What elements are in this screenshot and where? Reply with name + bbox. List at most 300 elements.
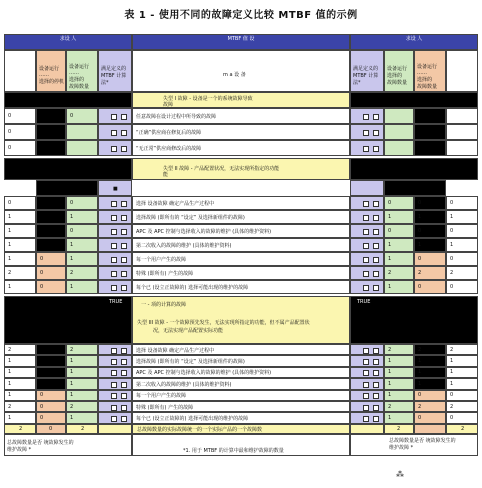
sec1-row-2-a-value: 0 [8, 145, 12, 151]
sec1-row-1-desc [132, 124, 350, 140]
sec3-row-6-d-checkbox2[interactable] [121, 416, 127, 422]
section3-label-cell [132, 296, 350, 344]
sec1-row-1-a [4, 124, 36, 140]
sec1-row-1-c [66, 124, 98, 140]
sec3-row-5-h-value: 2 [450, 403, 454, 410]
total-c-value: 2 [81, 426, 85, 432]
sec1-row-2-d-checkbox[interactable] [111, 146, 117, 152]
sec2-row-6-d [98, 280, 132, 294]
sec3-row-5-e-checkbox2[interactable] [373, 405, 379, 411]
total-d [98, 424, 132, 434]
sec2-row-3-c [66, 238, 98, 252]
header-right-group [350, 34, 478, 50]
sec1-row-2-f [384, 140, 414, 156]
sec2-row-3-desc [132, 238, 350, 252]
sec2-row-3-e [350, 238, 384, 252]
sec2-row-4-a [4, 252, 36, 266]
sec1-row-1-g [414, 124, 446, 140]
sec2-row-0-desc [132, 196, 350, 210]
sec2-row-4-c [66, 252, 98, 266]
sec3-row-5-c [66, 401, 98, 412]
section3-right-bar [350, 296, 478, 344]
sec2-row-1-e [350, 210, 384, 224]
sec3-row-3-h [446, 378, 478, 389]
sec3-row-0-f-value: 2 [388, 346, 392, 353]
total-a-value: 2 [19, 426, 23, 432]
sec3-row-3-h-value: 1 [450, 380, 454, 387]
sec2-row-0-c [66, 196, 98, 210]
sec3-row-1-d [98, 355, 132, 366]
sec2-row-2-g-value: 0 [418, 228, 422, 234]
sec1-row-0-d-checkbox[interactable] [111, 114, 117, 120]
sec3-row-3-f [384, 378, 414, 389]
sec1-row-2-d-checkbox2[interactable] [121, 146, 127, 152]
sec3-row-6-e-checkbox2[interactable] [373, 416, 379, 422]
header-col-d [98, 50, 132, 92]
sec2-row-3-d-checkbox2[interactable] [121, 243, 127, 249]
section1-label: 失型 I 故障 - 设备是一个的系统故障导致 [163, 96, 253, 102]
sec3-row-6-b [36, 412, 66, 423]
sec3-row-2-g-value: 1 [418, 369, 422, 376]
footer-left-label: 总故障数量是否 统故障发生的 维护故障 * [7, 440, 74, 453]
sec2-row-5-a [4, 266, 36, 280]
sec2-row-2-f [384, 224, 414, 238]
sec2-row-6-e-checkbox[interactable] [363, 285, 369, 291]
total-desc [132, 424, 350, 434]
sec2-row-6-g-value: 0 [418, 284, 422, 290]
sec2-row-4-f-value: 1 [388, 256, 392, 262]
sec3-row-5-a [4, 401, 36, 412]
section3-extra: 一 - 项的计算的故障 [141, 302, 186, 308]
sec3-row-2-a [4, 367, 36, 378]
sec3-row-1-e-checkbox2[interactable] [373, 359, 379, 365]
header-right-group-label: 求设 人 [405, 36, 423, 42]
sec2-row-6-a [4, 280, 36, 294]
sec2-row-3-f [384, 238, 414, 252]
sec2-row-3-d-checkbox[interactable] [111, 243, 117, 249]
sec3-row-4-d [98, 390, 132, 401]
sec2-row-5-d-checkbox[interactable] [111, 271, 117, 277]
sec3-row-4-d-checkbox2[interactable] [121, 393, 127, 399]
sec1-row-0-a [4, 108, 36, 124]
sec1-row-2-g [414, 140, 446, 156]
sec2-row-6-e-checkbox2[interactable] [373, 285, 379, 291]
sec2-row-4-d [98, 252, 132, 266]
sec2-row-1-a [4, 210, 36, 224]
sec3-row-2-h [446, 367, 478, 378]
sec3-row-0-desc [132, 344, 350, 355]
sec3-row-4-c-value: 1 [70, 392, 74, 399]
sec3-row-6-h-value: 0 [450, 415, 454, 422]
sec2-row-6-h-value: 0 [450, 284, 454, 290]
section1-sub: 故障 [163, 102, 174, 108]
sec3-row-5-d-checkbox2[interactable] [121, 405, 127, 411]
sec3-row-6-g [414, 412, 446, 423]
total-b [36, 424, 66, 434]
sec3-row-5-h [446, 401, 478, 412]
sec2-row-1-d-checkbox2[interactable] [121, 215, 127, 221]
sec3-row-4-f-value: 1 [388, 392, 392, 399]
sec3-row-1-g [414, 355, 446, 366]
sec2-row-0-e-checkbox[interactable] [363, 201, 369, 207]
sec2-row-3-a-value: 1 [8, 242, 12, 248]
sec2-row-0-c-value: 0 [70, 200, 74, 206]
sec2-row-1-c-value: 1 [70, 214, 74, 220]
sec3-row-2-e [350, 367, 384, 378]
sec3-row-3-e-checkbox[interactable] [363, 382, 369, 388]
header-col-g [414, 50, 446, 92]
sec2-row-2-e-checkbox2[interactable] [373, 229, 379, 235]
total-a [4, 424, 36, 434]
total-desc-label: 总故障数量的实际故障统一的一个实际产品的一个故障数 [137, 427, 263, 433]
sec2-row-1-a-value: 1 [8, 214, 12, 220]
sec1-row-1-desc-value: “正确”供应商在修复后的故障 [136, 130, 202, 136]
sec1-row-2-desc [132, 140, 350, 156]
sec2-row-1-c [66, 210, 98, 224]
section2-sub: 能 [163, 172, 169, 178]
sec3-row-6-a-value: 1 [8, 415, 12, 422]
sec2-row-6-c [66, 280, 98, 294]
sec1-row-0-e-checkbox2[interactable] [373, 114, 379, 120]
sec3-row-1-desc [132, 355, 350, 366]
sec3-row-0-e-checkbox2[interactable] [373, 348, 379, 354]
sec3-row-0-e-checkbox[interactable] [363, 348, 369, 354]
sec3-row-0-g [414, 344, 446, 355]
sec2-row-4-d-checkbox2[interactable] [121, 257, 127, 263]
header-col-e-label: 满足定义的 MTBF 计算 法* [353, 66, 379, 86]
sec2-row-2-d-checkbox2[interactable] [121, 229, 127, 235]
sec2-row-4-g-value: 0 [418, 256, 422, 262]
sec2-row-4-c-value: 1 [70, 256, 74, 262]
sec2-row-2-c-value: 0 [70, 228, 74, 234]
sec2-row-1-g-value: 1 [418, 214, 422, 220]
sec2-row-4-e [350, 252, 384, 266]
sec2-row-5-c-value: 2 [70, 270, 74, 276]
sec2-row-0-a-value: 0 [8, 200, 12, 206]
sec3-row-4-e-checkbox[interactable] [363, 393, 369, 399]
sec3-row-4-f [384, 390, 414, 401]
sec1-row-0-f [384, 108, 414, 124]
sec2-row-0-d [98, 196, 132, 210]
sec2-row-4-g [414, 252, 446, 266]
sec3-row-6-d-checkbox[interactable] [111, 416, 117, 422]
sec3-row-4-c [66, 390, 98, 401]
sec2-row-1-e-checkbox2[interactable] [373, 215, 379, 221]
sec3-row-0-b [36, 344, 66, 355]
sec2-row-4-f [384, 252, 414, 266]
sec2-row-5-c [66, 266, 98, 280]
sec3-row-6-d [98, 412, 132, 423]
sec2-row-0-g [414, 196, 446, 210]
sec3-row-0-a-value: 2 [8, 346, 12, 353]
sec2-row-3-desc-value: 第二次收入的故障的维护 (具体的维护资料) [136, 243, 232, 249]
sec2-row-5-g-value: 2 [418, 270, 422, 276]
sec3-row-4-a-value: 1 [8, 392, 12, 399]
sec2-row-2-d [98, 224, 132, 238]
sec2-row-6-f [384, 280, 414, 294]
sec2-row-0-g-value: 0 [418, 200, 422, 206]
sec2-row-4-e-checkbox[interactable] [363, 257, 369, 263]
header-mid-sub-label: m a 设 备 [223, 72, 246, 78]
sec2-row-3-a [4, 238, 36, 252]
header-col-c-label: 设备运行 …… 选择的 故障数量 [69, 64, 90, 90]
sec2-row-5-desc-value: 特殊 (即所有) 产生的故障 [136, 271, 194, 277]
sec3-row-0-h [446, 344, 478, 355]
sec2-row-6-h [446, 280, 478, 294]
sec1-row-0-h [446, 108, 478, 124]
sec3-row-1-f-value: 1 [388, 358, 392, 365]
section2-left-bar [4, 158, 132, 180]
sec3-row-0-d [98, 344, 132, 355]
sec3-row-0-c-value: 2 [70, 346, 74, 353]
sec3-row-2-d [98, 367, 132, 378]
sec2-row-6-g [414, 280, 446, 294]
header-col-d-label: 满足定义的 MTBF 计算 法* [101, 66, 127, 86]
footer-right [350, 434, 478, 456]
sec2-row-4-d-checkbox[interactable] [111, 257, 117, 263]
sec2-row-0-desc-value: 选择 设备故障 确定产品生产过程中 [136, 201, 215, 207]
sec1-row-2-h [446, 140, 478, 156]
sec2-row-5-f [384, 266, 414, 280]
sec1-row-1-e [350, 124, 384, 140]
sec1-row-2-e-checkbox2[interactable] [373, 146, 379, 152]
sec3-row-1-b [36, 355, 66, 366]
sec3-row-1-h [446, 355, 478, 366]
sec3-row-3-b [36, 378, 66, 389]
sec2-row-6-c-value: 1 [70, 284, 74, 290]
sec3-row-4-e-checkbox2[interactable] [373, 393, 379, 399]
sec2-row-1-e-checkbox[interactable] [363, 215, 369, 221]
sec3-row-3-d-checkbox[interactable] [111, 382, 117, 388]
sec1-row-1-d-checkbox[interactable] [111, 130, 117, 136]
sec2-row-3-d [98, 238, 132, 252]
total-c [66, 424, 98, 434]
header-col-a [4, 50, 36, 92]
sec3-row-1-a [4, 355, 36, 366]
sec2-row-1-d-checkbox[interactable] [111, 215, 117, 221]
sec2-row-2-e-checkbox[interactable] [363, 229, 369, 235]
sec2-row-0-a [4, 196, 36, 210]
section2-left-lav: ■ [98, 180, 132, 196]
sec3-row-2-f-value: 1 [388, 369, 392, 376]
total-g [414, 424, 446, 434]
sec2-row-2-d-checkbox[interactable] [111, 229, 117, 235]
sec3-row-6-a [4, 412, 36, 423]
total-b-value: 0 [49, 426, 53, 432]
sec2-row-4-desc [132, 252, 350, 266]
sec3-row-5-d-checkbox[interactable] [111, 405, 117, 411]
sec1-row-1-d-checkbox2[interactable] [121, 130, 127, 136]
sec2-row-6-b-value: 0 [40, 284, 44, 290]
sec2-row-1-desc [132, 210, 350, 224]
sec3-row-3-desc-value: 第二次收入的故障的维护 (具体的维护资料) [136, 381, 232, 388]
sec3-row-6-e-checkbox[interactable] [363, 416, 369, 422]
sec1-row-0-d [98, 108, 132, 124]
sec3-row-2-d-checkbox2[interactable] [121, 370, 127, 376]
sec1-row-1-e-checkbox2[interactable] [373, 130, 379, 136]
sec1-row-1-d [98, 124, 132, 140]
footer-left [4, 434, 132, 456]
sec1-row-1-a-value: 0 [8, 129, 12, 135]
sec2-row-6-d-checkbox2[interactable] [121, 285, 127, 291]
sec1-row-1-h [446, 124, 478, 140]
sec2-row-1-g [414, 210, 446, 224]
sec2-row-2-f-value: 0 [388, 228, 392, 234]
sec1-row-2-e-checkbox[interactable] [363, 146, 369, 152]
total-h-value: 2 [461, 426, 465, 432]
sec3-row-2-e-checkbox2[interactable] [373, 370, 379, 376]
sec3-row-5-c-value: 2 [70, 403, 74, 410]
sec3-row-4-d-checkbox[interactable] [111, 393, 117, 399]
sec3-row-0-a [4, 344, 36, 355]
sec3-row-1-a-value: 1 [8, 358, 12, 365]
sec1-row-1-e-checkbox[interactable] [363, 130, 369, 136]
sec3-row-0-desc-value: 选择 设备故障 确定产品生产过程中 [136, 347, 215, 354]
sec3-row-4-h [446, 390, 478, 401]
header-mid-group-label: MTBF 值 设 [227, 36, 255, 42]
sec1-row-0-e-checkbox[interactable] [363, 114, 369, 120]
sec3-row-5-e-checkbox[interactable] [363, 405, 369, 411]
sec2-row-5-f-value: 2 [388, 270, 392, 276]
sec3-row-6-g-value: 0 [418, 415, 422, 422]
total-f-value: 2 [397, 426, 401, 432]
sec3-row-0-f [384, 344, 414, 355]
footer-right-label: 总故障数量是否 统故障发生的 维护故障 * [389, 438, 456, 451]
sec3-row-4-desc-value: 每一个用户产生的故障 [136, 393, 187, 400]
sec2-row-6-desc [132, 280, 350, 294]
sec1-row-2-desc-value: “无正常”供应商修改后的故障 [136, 146, 202, 152]
sec2-row-1-f [384, 210, 414, 224]
section3-sub: 况，无法实现产品配置实际功能 [153, 328, 224, 334]
sec3-row-1-d-checkbox[interactable] [111, 359, 117, 365]
sec2-row-0-h-value: 0 [450, 200, 454, 206]
sec2-row-5-a-value: 2 [8, 270, 12, 276]
sec2-row-3-e-checkbox2[interactable] [373, 243, 379, 249]
sec1-row-0-g [414, 108, 446, 124]
sec3-row-5-g [414, 401, 446, 412]
sec2-row-3-c-value: 1 [70, 242, 74, 248]
sec2-row-0-d-checkbox[interactable] [111, 201, 117, 207]
sec3-row-4-e [350, 390, 384, 401]
sec2-row-3-h [446, 238, 478, 252]
sec3-row-6-desc [132, 412, 350, 423]
sec3-row-3-c [66, 378, 98, 389]
sec2-row-5-g [414, 266, 446, 280]
sec3-row-2-c-value: 1 [70, 369, 74, 376]
total-f [384, 424, 414, 434]
sec3-row-4-h-value: 0 [450, 392, 454, 399]
section1-left-bar [4, 92, 132, 108]
sec3-row-5-f-value: 2 [388, 403, 392, 410]
sec3-row-6-h [446, 412, 478, 423]
sec3-row-3-f-value: 1 [388, 380, 392, 387]
sec3-row-1-c-value: 1 [70, 358, 74, 365]
sec3-row-4-g [414, 390, 446, 401]
sec3-row-3-e-checkbox2[interactable] [373, 382, 379, 388]
sec2-row-4-h-value: 0 [450, 256, 454, 262]
sec2-row-0-b [36, 196, 66, 210]
section2-left-block [36, 180, 98, 196]
sec3-row-1-d-checkbox2[interactable] [121, 359, 127, 365]
sec2-row-4-b [36, 252, 66, 266]
sec3-row-3-g [414, 378, 446, 389]
header-col-c [66, 50, 98, 92]
sec3-row-2-a-value: 1 [8, 369, 12, 376]
sec2-row-2-b [36, 224, 66, 238]
sec3-row-3-d-checkbox2[interactable] [121, 382, 127, 388]
sec1-row-1-f [384, 124, 414, 140]
page-mark: ⁂ [396, 470, 404, 479]
section2-right-block [384, 180, 446, 196]
sec3-row-1-e-checkbox[interactable] [363, 359, 369, 365]
sec2-row-3-h-value: 1 [450, 242, 454, 248]
sec2-row-3-e-checkbox[interactable] [363, 243, 369, 249]
sec2-row-4-desc-value: 每一个用户产生的故障 [136, 257, 187, 263]
header-col-f-label: 设备运行 选择的 故障数量 [387, 66, 408, 86]
sec2-row-6-f-value: 1 [388, 284, 392, 290]
page-title: 表 1 - 使用不同的故障定义比较 MTBF 值的示例 [124, 10, 358, 21]
sec3-row-3-g-value: 1 [418, 380, 422, 387]
sec3-row-6-b-value: 0 [40, 415, 44, 422]
sec3-row-2-f [384, 367, 414, 378]
sec2-row-5-e-checkbox[interactable] [363, 271, 369, 277]
sec1-row-0-d-checkbox2[interactable] [121, 114, 127, 120]
sec1-row-0-a-value: 0 [8, 113, 12, 119]
sec2-row-3-g-value: 1 [418, 242, 422, 248]
sec2-row-0-e-checkbox2[interactable] [373, 201, 379, 207]
sec3-row-4-b-value: 0 [40, 392, 44, 399]
sec2-row-4-h [446, 252, 478, 266]
sec3-row-0-d-checkbox[interactable] [111, 348, 117, 354]
sec3-row-0-g-value: 2 [418, 346, 422, 353]
sec2-row-5-h-value: 2 [450, 270, 454, 276]
sec1-row-2-e [350, 140, 384, 156]
sec2-row-6-d-checkbox[interactable] [111, 285, 117, 291]
total-h [446, 424, 478, 434]
sec2-row-3-b [36, 238, 66, 252]
sec3-row-0-d-checkbox2[interactable] [121, 348, 127, 354]
header-mid-sub [132, 50, 350, 92]
section1-label-cell [132, 92, 350, 108]
sec2-row-4-b-value: 0 [40, 256, 44, 262]
sec2-row-5-e-checkbox2[interactable] [373, 271, 379, 277]
sec3-row-1-c [66, 355, 98, 366]
sec3-row-2-d-checkbox[interactable] [111, 370, 117, 376]
sec3-row-5-b [36, 401, 66, 412]
sec3-row-5-f [384, 401, 414, 412]
sec1-row-0-e [350, 108, 384, 124]
sec3-row-3-desc [132, 378, 350, 389]
sec2-row-2-c [66, 224, 98, 238]
sec3-row-2-e-checkbox[interactable] [363, 370, 369, 376]
sec1-row-0-desc-value: 任意故障在设计过程中所导致的故障 [136, 114, 217, 120]
header-col-g-label: 设备运行 …… 选择的 故障数量 [417, 64, 438, 90]
section2-right-bar [350, 158, 478, 180]
sec3-row-5-g-value: 2 [418, 403, 422, 410]
sec2-row-1-h-value: 1 [450, 214, 454, 220]
sec3-row-1-g-value: 1 [418, 358, 422, 365]
sec1-row-0-desc [132, 108, 350, 124]
sec2-row-0-d-checkbox2[interactable] [121, 201, 127, 207]
sec2-row-6-a-value: 1 [8, 284, 12, 290]
footer-mid-label: *1. 用于 MTBF 的计算中最和维护故障的数量 [183, 448, 284, 454]
sec2-row-3-g [414, 238, 446, 252]
sec2-row-5-d-checkbox2[interactable] [121, 271, 127, 277]
sec3-row-5-e [350, 401, 384, 412]
sec2-row-1-b [36, 210, 66, 224]
header-col-f [384, 50, 414, 92]
sec2-row-4-e-checkbox2[interactable] [373, 257, 379, 263]
